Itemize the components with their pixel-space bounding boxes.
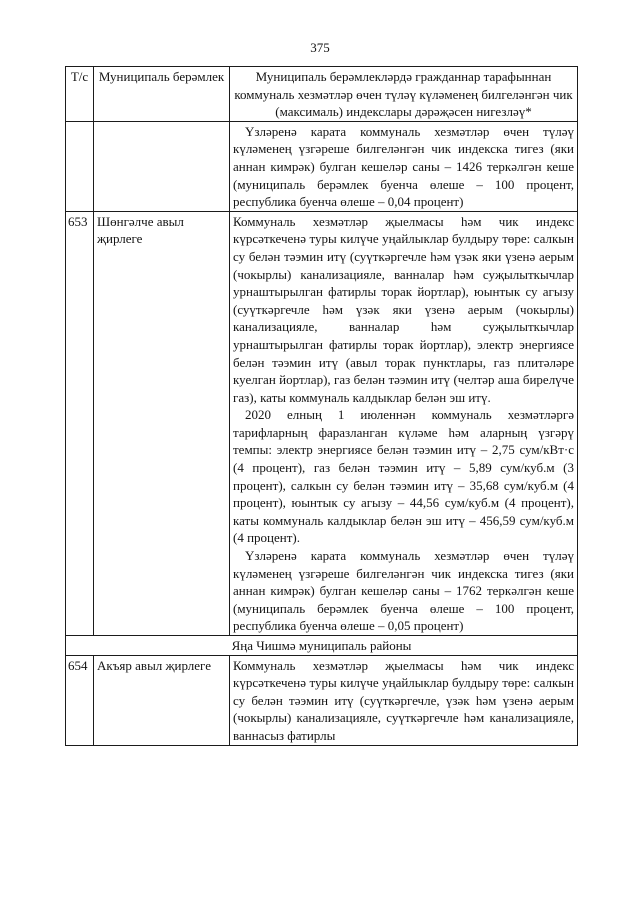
row-description bbox=[230, 211, 578, 635]
row-municipality bbox=[94, 121, 230, 211]
header-municipality: Муниципаль берәмлек bbox=[94, 67, 230, 122]
header-description: Муниципаль берәмлекләрдә гражданнар тарафыннан коммуналь хезмәтләр өчен түләү күләменең билгеләнгән чик (максималь) индекслары дәрәҗәсен нигезләү* bbox=[230, 67, 578, 122]
row-num bbox=[66, 121, 94, 211]
paragraph: Үзләренә карата коммуналь хезмәтләр өчен түләү күләменең үзгәреше билгеләнгән чик индекска тигез (яки аннан кимрәк) булган кешеләр саны – 1426 теркәлгән кеше (муниципаль берәмлек буенча өлеше – 100 процент, республика буенча өлеше – 0,04 процент) bbox=[233, 123, 574, 210]
row-description bbox=[230, 121, 578, 211]
paragraph: Коммуналь хезмәтләр җыелмасы һәм чик индекс күрсәткеченә туры килүче уңайлыклар булдыру төре: салкын су белән тәэмин итү (суүткәргечле һәм үзәк яки үзенә аерым (чокырлы) канализацияле, ванналар һәм суҗылыткычлар урнаштырылган фатирлы торак йортлар), юынтык су агызу (суүткәргечле һәм үзәк яки үзенә аерым (чокырлы) канализацияле, ванналар һәм суҗылыткычлар урнаштырылган фатирлы торак йортлар), электр энергиясе белән тәэмин итү (авыл торак пунктлары, газ плитәләре куелган йортлар), газ белән тәэмин итү (челтәр аша бирелүче газ), каты коммуналь калдыклар белән эш итү. bbox=[233, 213, 574, 405]
row-num: 654 bbox=[66, 655, 94, 745]
paragraph: Үзләренә карата коммуналь хезмәтләр өчен түләү күләменең үзгәреше билгеләнгән чик индекска тигез (яки аннан кимрәк) булган кешеләр саны – 1762 теркәлгән кеше (муниципаль берәмлек буенча өлеше – 100 процент, республика буенча өлеше – 0,05 процент) bbox=[233, 548, 574, 634]
paragraph: Коммуналь хезмәтләр җыелмасы һәм чик индекс күрсәткеченә туры килүче уңайлыклар булдыру төре: салкын су белән тәэмин итү (суүткәргечле, үзәк һәм үзенә аерым (чокырлы) канализацияле, суүткәргечле һәм канализацияле, ваннасыз фатирлы bbox=[233, 657, 574, 743]
row-description bbox=[230, 655, 578, 745]
section-title: Яңа Чишмә муниципаль районы bbox=[66, 636, 578, 656]
row-num: 653 bbox=[66, 211, 94, 635]
table-row bbox=[66, 655, 578, 745]
section-row bbox=[66, 636, 578, 656]
row-municipality: Шөнгәлче авыл җирлеге bbox=[94, 211, 230, 635]
page-number: 375 bbox=[310, 40, 330, 55]
table-header-row bbox=[66, 67, 578, 122]
row-municipality: Акъяр авыл җирлеге bbox=[94, 655, 230, 745]
paragraph: 2020 елның 1 июленнән коммуналь хезмәтләргә тарифларның фаразланган күләме һәм аларның үзгәрү темпы: электр энергиясе белән тәэмин итү – 2,75 сум/кВт·с (4 процент), газ белән тәэмин итү – 5,89 сум/куб.м (3 процент), салкын су белән тәэмин итү – 35,68 сум/куб.м (4 процент), юынтык су агызу – 44,56 сум/куб.м (4 процент), каты коммуналь калдыклар белән эш итү – 456,59 сум/куб.м (4 процент). bbox=[233, 407, 574, 546]
table-row bbox=[66, 211, 578, 635]
header-num: Т/с bbox=[66, 67, 94, 122]
table-row bbox=[66, 121, 578, 211]
tariff-table bbox=[65, 66, 578, 746]
